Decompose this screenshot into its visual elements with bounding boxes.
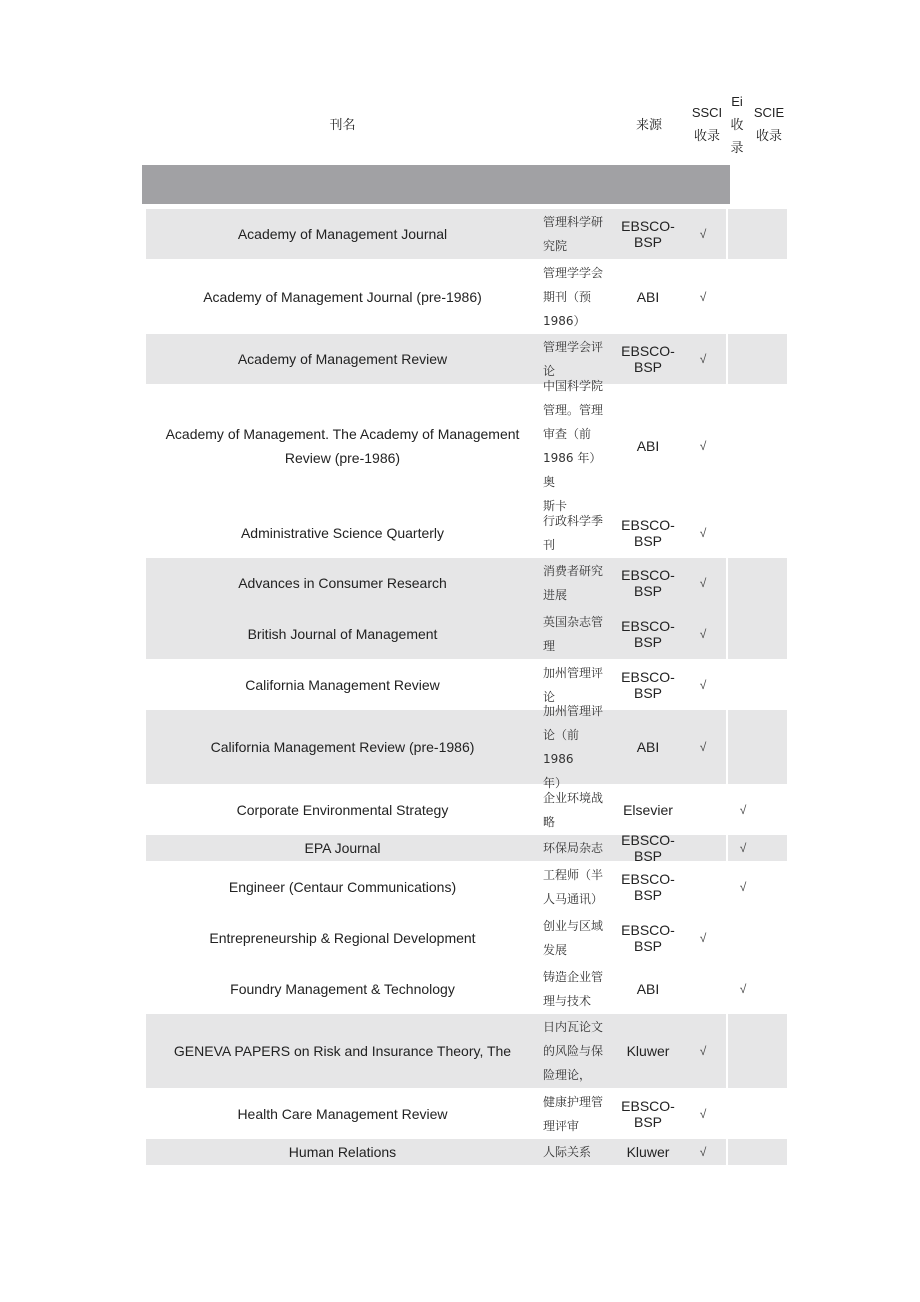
journal-title-line: Review (pre-1986) bbox=[284, 450, 401, 466]
chinese-title-line: 铸造企业管 bbox=[543, 969, 604, 984]
journal-title-line: Human Relations bbox=[288, 1144, 397, 1160]
chinese-title-line: 中国科学院 bbox=[543, 379, 604, 393]
table-row bbox=[146, 259, 787, 334]
table-row bbox=[146, 379, 787, 513]
chinese-title-line: 健康护理管 bbox=[543, 1094, 604, 1109]
chinese-title-line: 人际关系 bbox=[543, 1145, 592, 1159]
chinese-title bbox=[543, 786, 613, 834]
header-ssci-col: SSCI 收录 bbox=[691, 105, 723, 143]
journal-title-line: Health Care Management Review bbox=[237, 1105, 448, 1122]
source-database: EBSCO-BSP bbox=[621, 218, 675, 250]
journal-title-line: Advances in Consumer Research bbox=[238, 575, 447, 591]
journal-title bbox=[146, 798, 539, 822]
chinese-title-line: 理与技术 bbox=[543, 993, 592, 1008]
chinese-title-line: 年） bbox=[543, 776, 568, 790]
journal-title-line: British Journal of Management bbox=[247, 625, 438, 642]
table-row bbox=[146, 1014, 787, 1088]
ssci-check-icon: √ bbox=[699, 352, 707, 366]
source-database: Kluwer bbox=[626, 1144, 670, 1160]
journal-title-line: Academy of Management Review bbox=[237, 351, 448, 367]
source-database: EBSCO-BSP bbox=[621, 668, 675, 701]
journal-title-line: California Management Review bbox=[245, 676, 440, 693]
table-row bbox=[146, 963, 787, 1014]
ssci-check-icon: √ bbox=[699, 227, 707, 241]
table-row bbox=[146, 1139, 787, 1165]
journal-title-line: Corporate Environmental Strategy bbox=[236, 801, 449, 818]
journal-title bbox=[146, 222, 539, 246]
journal-title bbox=[146, 735, 539, 759]
table-row bbox=[146, 209, 787, 259]
ssci-check-icon: √ bbox=[699, 740, 707, 754]
table-header bbox=[146, 90, 790, 158]
chinese-title-line: 消费者研究 bbox=[543, 564, 604, 578]
chinese-title-line: 工程师（半 bbox=[543, 867, 604, 882]
journal-title bbox=[146, 977, 539, 1001]
journal-title-line: California Management Review (pre-1986) bbox=[210, 739, 475, 755]
ei-check-icon: √ bbox=[739, 879, 747, 894]
chinese-title-line: 1986 年）奥 bbox=[543, 451, 602, 489]
source-database: ABI bbox=[636, 438, 660, 454]
chinese-title-line: 管理学会评 bbox=[543, 340, 604, 354]
chinese-title-line: 管理。管理 bbox=[543, 403, 604, 417]
source-database: EBSCO-BSP bbox=[621, 1097, 675, 1130]
header-title-col: 刊名 bbox=[329, 116, 356, 132]
journal-title bbox=[146, 926, 539, 950]
chinese-title bbox=[543, 836, 613, 860]
chinese-title-line: 1986） bbox=[543, 313, 586, 328]
chinese-title-line: 管理科学研 bbox=[543, 215, 604, 229]
header-ei-col: Ei 收 录 bbox=[730, 93, 744, 155]
table-row bbox=[146, 784, 787, 835]
journal-title bbox=[146, 1102, 539, 1126]
chinese-title-line: 加州管理评 bbox=[543, 665, 604, 680]
header-scie-col: SCIE 收录 bbox=[753, 105, 785, 143]
ei-check-icon: √ bbox=[739, 841, 747, 855]
ssci-check-icon: √ bbox=[699, 677, 707, 692]
ei-check-icon: √ bbox=[739, 802, 747, 817]
table-row bbox=[146, 1088, 787, 1139]
chinese-title-line: 论 bbox=[543, 364, 556, 378]
journal-title bbox=[146, 422, 539, 470]
journal-title bbox=[146, 1039, 539, 1063]
ssci-check-icon: √ bbox=[699, 1145, 707, 1159]
journal-title-line: Academy of Management Journal (pre-1986) bbox=[203, 288, 482, 305]
source-database: EBSCO-BSP bbox=[621, 617, 675, 650]
chinese-title bbox=[543, 863, 613, 911]
journal-title-line: Foundry Management & Technology bbox=[230, 980, 455, 997]
chinese-title-line: 人马通讯） bbox=[543, 891, 604, 906]
table-row bbox=[146, 912, 787, 963]
table-row bbox=[146, 608, 787, 659]
header-source-col: 来源 bbox=[635, 116, 662, 132]
source-database: EBSCO-BSP bbox=[621, 517, 675, 549]
ssci-check-icon: √ bbox=[699, 526, 707, 540]
ssci-check-icon: √ bbox=[699, 289, 707, 304]
source-database: ABI bbox=[636, 980, 660, 997]
ssci-check-icon: √ bbox=[699, 1044, 707, 1058]
chinese-title-line: 管理学学会 bbox=[543, 265, 604, 280]
chinese-title-line: 的风险与保 bbox=[543, 1044, 604, 1058]
journal-title bbox=[146, 571, 539, 595]
chinese-title-line: 究院 bbox=[543, 239, 568, 253]
chinese-title-line: 论 bbox=[543, 689, 556, 704]
table-row bbox=[146, 558, 787, 608]
chinese-title-line: 理评审 bbox=[543, 1118, 580, 1133]
chinese-title-line: 刊 bbox=[543, 538, 556, 552]
table-row bbox=[146, 861, 787, 912]
journal-title bbox=[146, 521, 539, 545]
chinese-title-line: 企业环境战 bbox=[543, 790, 604, 805]
chinese-title bbox=[543, 559, 613, 607]
section-band bbox=[142, 165, 730, 204]
chinese-title-line: 日内瓦论文 bbox=[543, 1020, 604, 1034]
ssci-check-icon: √ bbox=[699, 930, 707, 945]
chinese-title-line: 论（前 1986 bbox=[543, 728, 580, 766]
chinese-title-line: 险理论， bbox=[543, 1068, 592, 1082]
source-database: EBSCO-BSP bbox=[621, 921, 675, 954]
chinese-title-line: 期刊（预 bbox=[543, 289, 592, 304]
chinese-title-line: 理 bbox=[543, 638, 556, 653]
chinese-title-line: 创业与区域 bbox=[543, 918, 604, 933]
chinese-title-line: 加州管理评 bbox=[543, 704, 604, 718]
ssci-check-icon: √ bbox=[699, 576, 707, 590]
chinese-title bbox=[543, 261, 613, 333]
journal-table bbox=[146, 209, 787, 1165]
journal-title-line: Academy of Management. The Academy of Management bbox=[165, 426, 520, 442]
journal-title bbox=[146, 875, 539, 899]
ssci-check-icon: √ bbox=[699, 1106, 707, 1121]
journal-title-line: Engineer (Centaur Communications) bbox=[228, 878, 457, 895]
chinese-title-line: 审查（前 bbox=[543, 427, 592, 441]
chinese-title bbox=[543, 610, 613, 658]
source-database: Kluwer bbox=[626, 1043, 670, 1059]
source-database: ABI bbox=[636, 739, 660, 755]
chinese-title bbox=[543, 1015, 613, 1087]
chinese-title-line: 发展 bbox=[543, 942, 568, 957]
chinese-title-line: 行政科学季 bbox=[543, 514, 604, 528]
chinese-title-line: 环保局杂志 bbox=[543, 841, 604, 855]
chinese-title bbox=[543, 965, 613, 1013]
journal-title-line: Administrative Science Quarterly bbox=[240, 525, 445, 541]
table-row bbox=[146, 334, 787, 384]
journal-title bbox=[146, 836, 539, 860]
table-row bbox=[146, 704, 787, 790]
journal-title bbox=[146, 673, 539, 697]
chinese-title-line: 英国杂志管 bbox=[543, 614, 604, 629]
journal-title bbox=[146, 285, 539, 309]
journal-title bbox=[146, 622, 539, 646]
chinese-title bbox=[543, 914, 613, 962]
chinese-title bbox=[543, 509, 613, 557]
chinese-title bbox=[543, 699, 613, 795]
ei-check-icon: √ bbox=[739, 981, 747, 996]
journal-title-line: GENEVA PAPERS on Risk and Insurance Theory, The bbox=[173, 1043, 512, 1059]
table-row bbox=[146, 832, 787, 864]
journal-title bbox=[146, 1140, 539, 1164]
source-database: ABI bbox=[636, 288, 660, 305]
source-database: EBSCO-BSP bbox=[621, 343, 675, 375]
chinese-title bbox=[543, 374, 613, 518]
chinese-title bbox=[543, 210, 613, 258]
ssci-check-icon: √ bbox=[699, 439, 707, 453]
journal-title-line: EPA Journal bbox=[304, 840, 381, 856]
source-database: EBSCO-BSP bbox=[621, 870, 675, 903]
source-database: EBSCO-BSP bbox=[621, 567, 675, 599]
table-row bbox=[146, 659, 787, 710]
chinese-title bbox=[543, 1140, 613, 1164]
source-database: EBSCO-BSP bbox=[621, 832, 675, 864]
journal-title bbox=[146, 347, 539, 371]
chinese-title-line: 进展 bbox=[543, 588, 568, 602]
chinese-title-line: 斯卡 bbox=[543, 499, 568, 513]
ssci-check-icon: √ bbox=[699, 626, 707, 641]
journal-title-line: Academy of Management Journal bbox=[237, 226, 448, 242]
chinese-title-line: 略 bbox=[543, 814, 556, 829]
source-database: Elsevier bbox=[623, 801, 673, 818]
chinese-title bbox=[543, 1090, 613, 1138]
journal-title-line: Entrepreneurship & Regional Development bbox=[209, 929, 476, 946]
table-row bbox=[146, 508, 787, 558]
